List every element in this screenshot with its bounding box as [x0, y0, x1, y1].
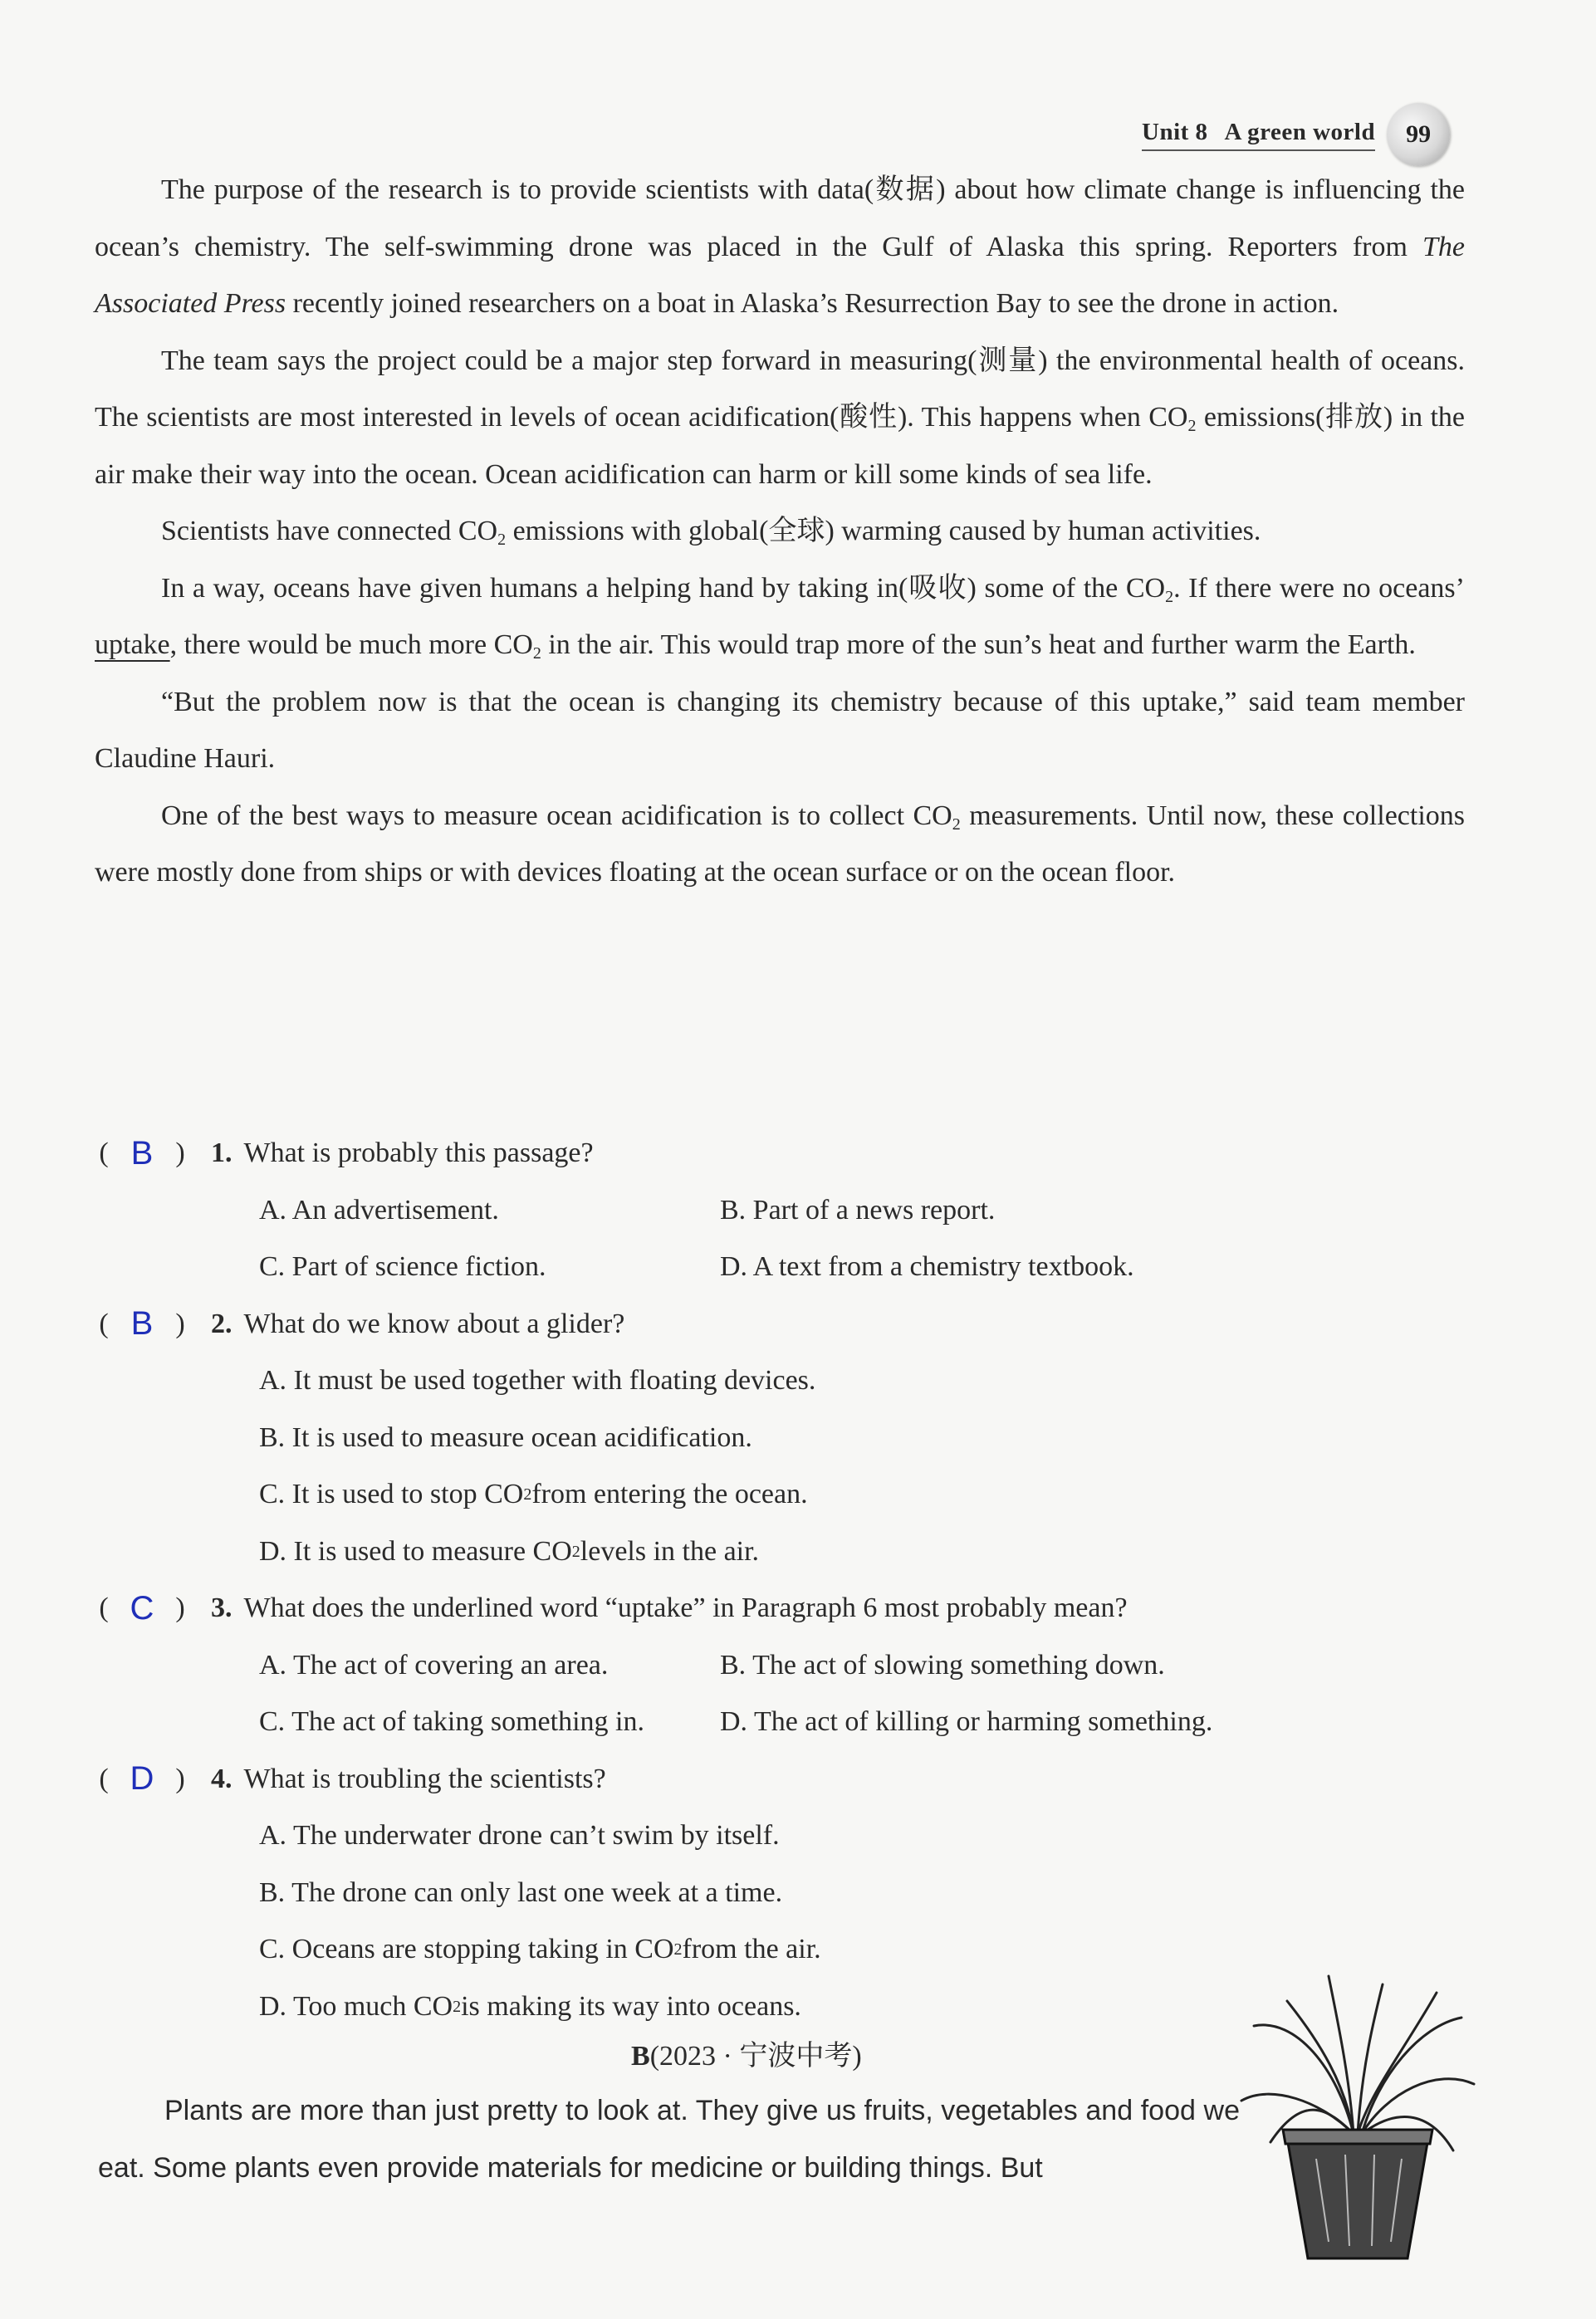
option-d: D. The act of killing or harming something.	[720, 1706, 1213, 1738]
paragraph-2: The team says the project could be a major step forward in measuring(测量) the environmental health of oceans. The scientists are most interested in levels of ocean acidification(酸性). This happens when $CO_2$ emissions(排放) in the air make their way into the ocean. Ocean acidification can harm or kill some kinds of sea life.	[95, 345, 1465, 490]
answer-mark: B	[130, 1305, 154, 1343]
option-d: D. It is used to measure CO 2 levels in the air.	[259, 1535, 760, 1567]
answer-bracket: ( B )	[99, 1134, 185, 1172]
option-c: C. Oceans are stopping taking in CO 2 from the air.	[259, 1934, 821, 1965]
paragraph-1: The purpose of the research is to provide scientists with data(数据) about how climate change is influencing the ocean’s chemistry. The self-swimming drone was placed in the Gulf of Alaska this spring. Reporters from The Associated Press recently joined researchers on a boat in Alaska’s Resurrection Bay to see the drone in action.	[95, 174, 1465, 319]
page-number: 99	[1387, 103, 1450, 166]
question-number: 4.	[211, 1763, 233, 1794]
section-b-title	[631, 2033, 862, 2073]
option-a: A. An advertisement.	[259, 1194, 499, 1226]
answer-mark: D	[130, 1760, 154, 1798]
question-stem: What do we know about a glider?	[243, 1308, 625, 1339]
paragraph: Plants are more than just pretty to look at. They give us fruits, vegetables and food we eat. Some plants even provide materials for medicine or building things. But	[98, 2095, 1240, 2184]
option-b: B. Part of a news report.	[720, 1194, 996, 1226]
option-a: A. The act of covering an area.	[259, 1649, 609, 1681]
answer-bracket: ( D )	[99, 1760, 185, 1798]
potted-plant-illustration	[1237, 1968, 1478, 2267]
option-c: C. Part of science fiction.	[259, 1251, 546, 1283]
option-b: B. The act of slowing something down.	[720, 1649, 1165, 1681]
paragraph-5: “But the problem now is that the ocean is changing its chemistry because of this uptake,” said team member Claudine Hauri.	[95, 686, 1465, 774]
answer-bracket: ( B )	[99, 1305, 185, 1343]
paragraph-3: Scientists have connected $CO_2$ emissions with global(全球) warming caused by human activities.	[161, 516, 1261, 549]
option-a: A. It must be used together with floating devices.	[259, 1365, 816, 1397]
option-row	[95, 1637, 1465, 1695]
option-d: D. A text from a chemistry textbook.	[720, 1251, 1134, 1283]
option-c: C. It is used to stop CO 2 from entering the ocean.	[259, 1479, 808, 1510]
paragraph-4: In a way, oceans have given humans a helping hand by taking in(吸收) some of the $CO_2$. If there were no oceans’ uptake, there would be much more $CO_2$ in the air. This would trap more of the sun’s heat and further warm the Earth.	[95, 572, 1465, 663]
question-4	[95, 1751, 1465, 1808]
option-b: B. It is used to measure ocean acidification.	[259, 1421, 752, 1453]
option-a: A. The underwater drone can’t swim by itself.	[259, 1820, 780, 1852]
underlined-word: uptake	[95, 629, 170, 660]
answer-mark: C	[130, 1589, 154, 1627]
paragraph-6: One of the best ways to measure ocean acidification is to collect $CO_2$ measurements. Until now, these collections were mostly done from ships or with devices floating at the ocean surface or on the ocean floor.	[95, 800, 1466, 888]
option-c: C. The act of taking something in.	[259, 1706, 644, 1738]
unit-title: A green world	[1224, 118, 1376, 145]
page-header	[1142, 103, 1450, 166]
answer-bracket: ( C )	[99, 1589, 185, 1627]
option-b: B. The drone can only last one week at a time.	[259, 1876, 783, 1908]
question-number: 3.	[211, 1592, 233, 1624]
question-number: 1.	[211, 1137, 233, 1169]
section-b-passage	[98, 2082, 1240, 2196]
option-d: D. Too much CO 2 is making its way into oceans.	[259, 1990, 801, 2022]
question-stem: What is probably this passage?	[243, 1137, 594, 1169]
question-list	[95, 1125, 1465, 2035]
section-letter: B	[631, 2041, 650, 2072]
option-row	[95, 1239, 1465, 1296]
section-source: (2023 · 宁波中考)	[649, 2041, 862, 2072]
unit-heading	[1142, 119, 1375, 151]
question-stem: What does the underlined word “uptake” in Paragraph 6 most probably mean?	[243, 1592, 1128, 1624]
reading-passage	[95, 162, 1465, 902]
question-3	[95, 1580, 1465, 1637]
question-2	[95, 1296, 1465, 1353]
question-1	[95, 1125, 1465, 1182]
unit-label: Unit 8	[1142, 118, 1208, 145]
question-number: 2.	[211, 1308, 233, 1339]
option-row	[95, 1182, 1465, 1240]
answer-mark: B	[130, 1134, 154, 1172]
option-row	[95, 1694, 1465, 1751]
question-stem: What is troubling the scientists?	[243, 1763, 606, 1794]
